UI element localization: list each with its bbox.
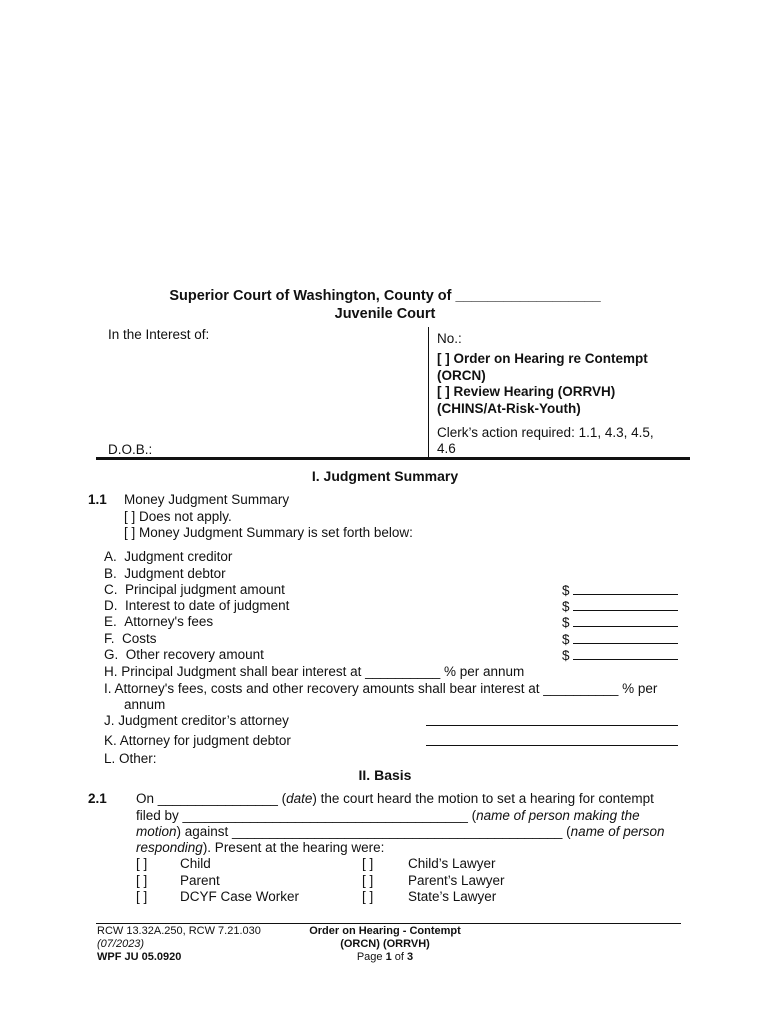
list-item: F. Costs bbox=[104, 631, 157, 646]
amount-field[interactable]: $ bbox=[562, 647, 678, 663]
list-item: A. Judgment creditor bbox=[104, 549, 233, 564]
fees-interest-line-cont: annum bbox=[124, 697, 166, 712]
basis-line-2: filed by ______________________________________ (name of person making the bbox=[136, 808, 640, 823]
other-label: L. Other: bbox=[104, 751, 157, 766]
list-item: D. Interest to date of judgment bbox=[104, 598, 290, 613]
footer-form-title: Order on Hearing - Contempt bbox=[309, 925, 461, 937]
court-subtitle: Juvenile Court bbox=[334, 306, 436, 322]
basis-line-1: On ________________ (date) the court heard the motion to set a hearing for contempt bbox=[136, 791, 654, 806]
amount-field[interactable]: $ bbox=[562, 614, 678, 630]
checkbox[interactable]: [ ] bbox=[136, 856, 148, 871]
checkbox[interactable]: [ ] bbox=[136, 889, 148, 904]
interest-label: In the Interest of: bbox=[108, 327, 210, 342]
creditor-attorney-field[interactable] bbox=[426, 713, 678, 729]
creditor-attorney-label: J. Judgment creditor’s attorney bbox=[104, 713, 289, 728]
section-1-1-number: 1.1 bbox=[88, 492, 107, 507]
debtor-attorney-label: K. Attorney for judgment debtor bbox=[104, 733, 291, 748]
option-orrvh-code: (CHINS/At-Risk-Youth) bbox=[437, 401, 581, 416]
debtor-attorney-field[interactable] bbox=[426, 733, 678, 749]
checkbox[interactable]: [ ] bbox=[136, 873, 148, 888]
caption-rule bbox=[96, 457, 690, 460]
footer-rule bbox=[96, 923, 681, 924]
court-title: Superior Court of Washington, County of __________________ bbox=[169, 288, 601, 304]
footer-page: Page 1 of 3 bbox=[356, 951, 414, 963]
set-forth-option: [ ] Money Judgment Summary is set forth below: bbox=[124, 525, 413, 540]
list-item: E. Attorney's fees bbox=[104, 614, 214, 629]
option-orcn-code: (ORCN) bbox=[437, 368, 486, 383]
does-not-apply-option: [ ] Does not apply. bbox=[124, 509, 232, 524]
clerk-action: Clerk’s action required: 1.1, 4.3, 4.5, bbox=[437, 425, 654, 440]
amount-field[interactable]: $ bbox=[562, 582, 678, 598]
present-label: Parent bbox=[180, 873, 220, 888]
list-item: C. Principal judgment amount bbox=[104, 582, 285, 597]
footer-form-code: (ORCN) (ORRVH) bbox=[340, 938, 430, 950]
present-label: Parent’s Lawyer bbox=[408, 873, 505, 888]
present-label: Child’s Lawyer bbox=[408, 856, 496, 871]
section-1-1-title: Money Judgment Summary bbox=[124, 492, 290, 507]
list-item: B. Judgment debtor bbox=[104, 566, 226, 581]
case-number-label: No.: bbox=[437, 331, 462, 346]
option-orrvh: [ ] Review Hearing (ORRVH) bbox=[437, 384, 616, 399]
present-label: State’s Lawyer bbox=[408, 889, 497, 904]
present-label: DCYF Case Worker bbox=[180, 889, 300, 904]
interest-rate-line: H. Principal Judgment shall bear interest at __________ % per annum bbox=[104, 664, 525, 679]
fees-interest-line: I. Attorney's fees, costs and other recovery amounts shall bear interest at __________ % per bbox=[104, 681, 658, 696]
basis-line-3: motion) against ____________________________________________ (name of person bbox=[136, 824, 665, 839]
amount-field[interactable]: $ bbox=[562, 631, 678, 647]
present-label: Child bbox=[180, 856, 211, 871]
amount-field[interactable]: $ bbox=[562, 598, 678, 614]
dob-label: D.O.B.: bbox=[108, 442, 153, 457]
list-item: G. Other recovery amount bbox=[104, 647, 264, 662]
caption-divider bbox=[428, 327, 429, 458]
footer-form-number: WPF JU 05.0920 bbox=[97, 951, 182, 963]
section-1-heading: I. Judgment Summary bbox=[311, 468, 459, 484]
footer-rcw: RCW 13.32A.250, RCW 7.21.030 bbox=[97, 925, 261, 937]
clerk-action-cont: 4.6 bbox=[437, 441, 456, 456]
checkbox[interactable]: [ ] bbox=[362, 889, 374, 904]
section-2-1-number: 2.1 bbox=[88, 791, 107, 806]
basis-line-4: responding). Present at the hearing were: bbox=[136, 840, 385, 855]
option-orcn: [ ] Order on Hearing re Contempt bbox=[437, 351, 648, 366]
checkbox[interactable]: [ ] bbox=[362, 856, 374, 871]
checkbox[interactable]: [ ] bbox=[362, 873, 374, 888]
section-2-heading: II. Basis bbox=[358, 767, 412, 783]
footer-date: (07/2023) bbox=[97, 938, 145, 950]
